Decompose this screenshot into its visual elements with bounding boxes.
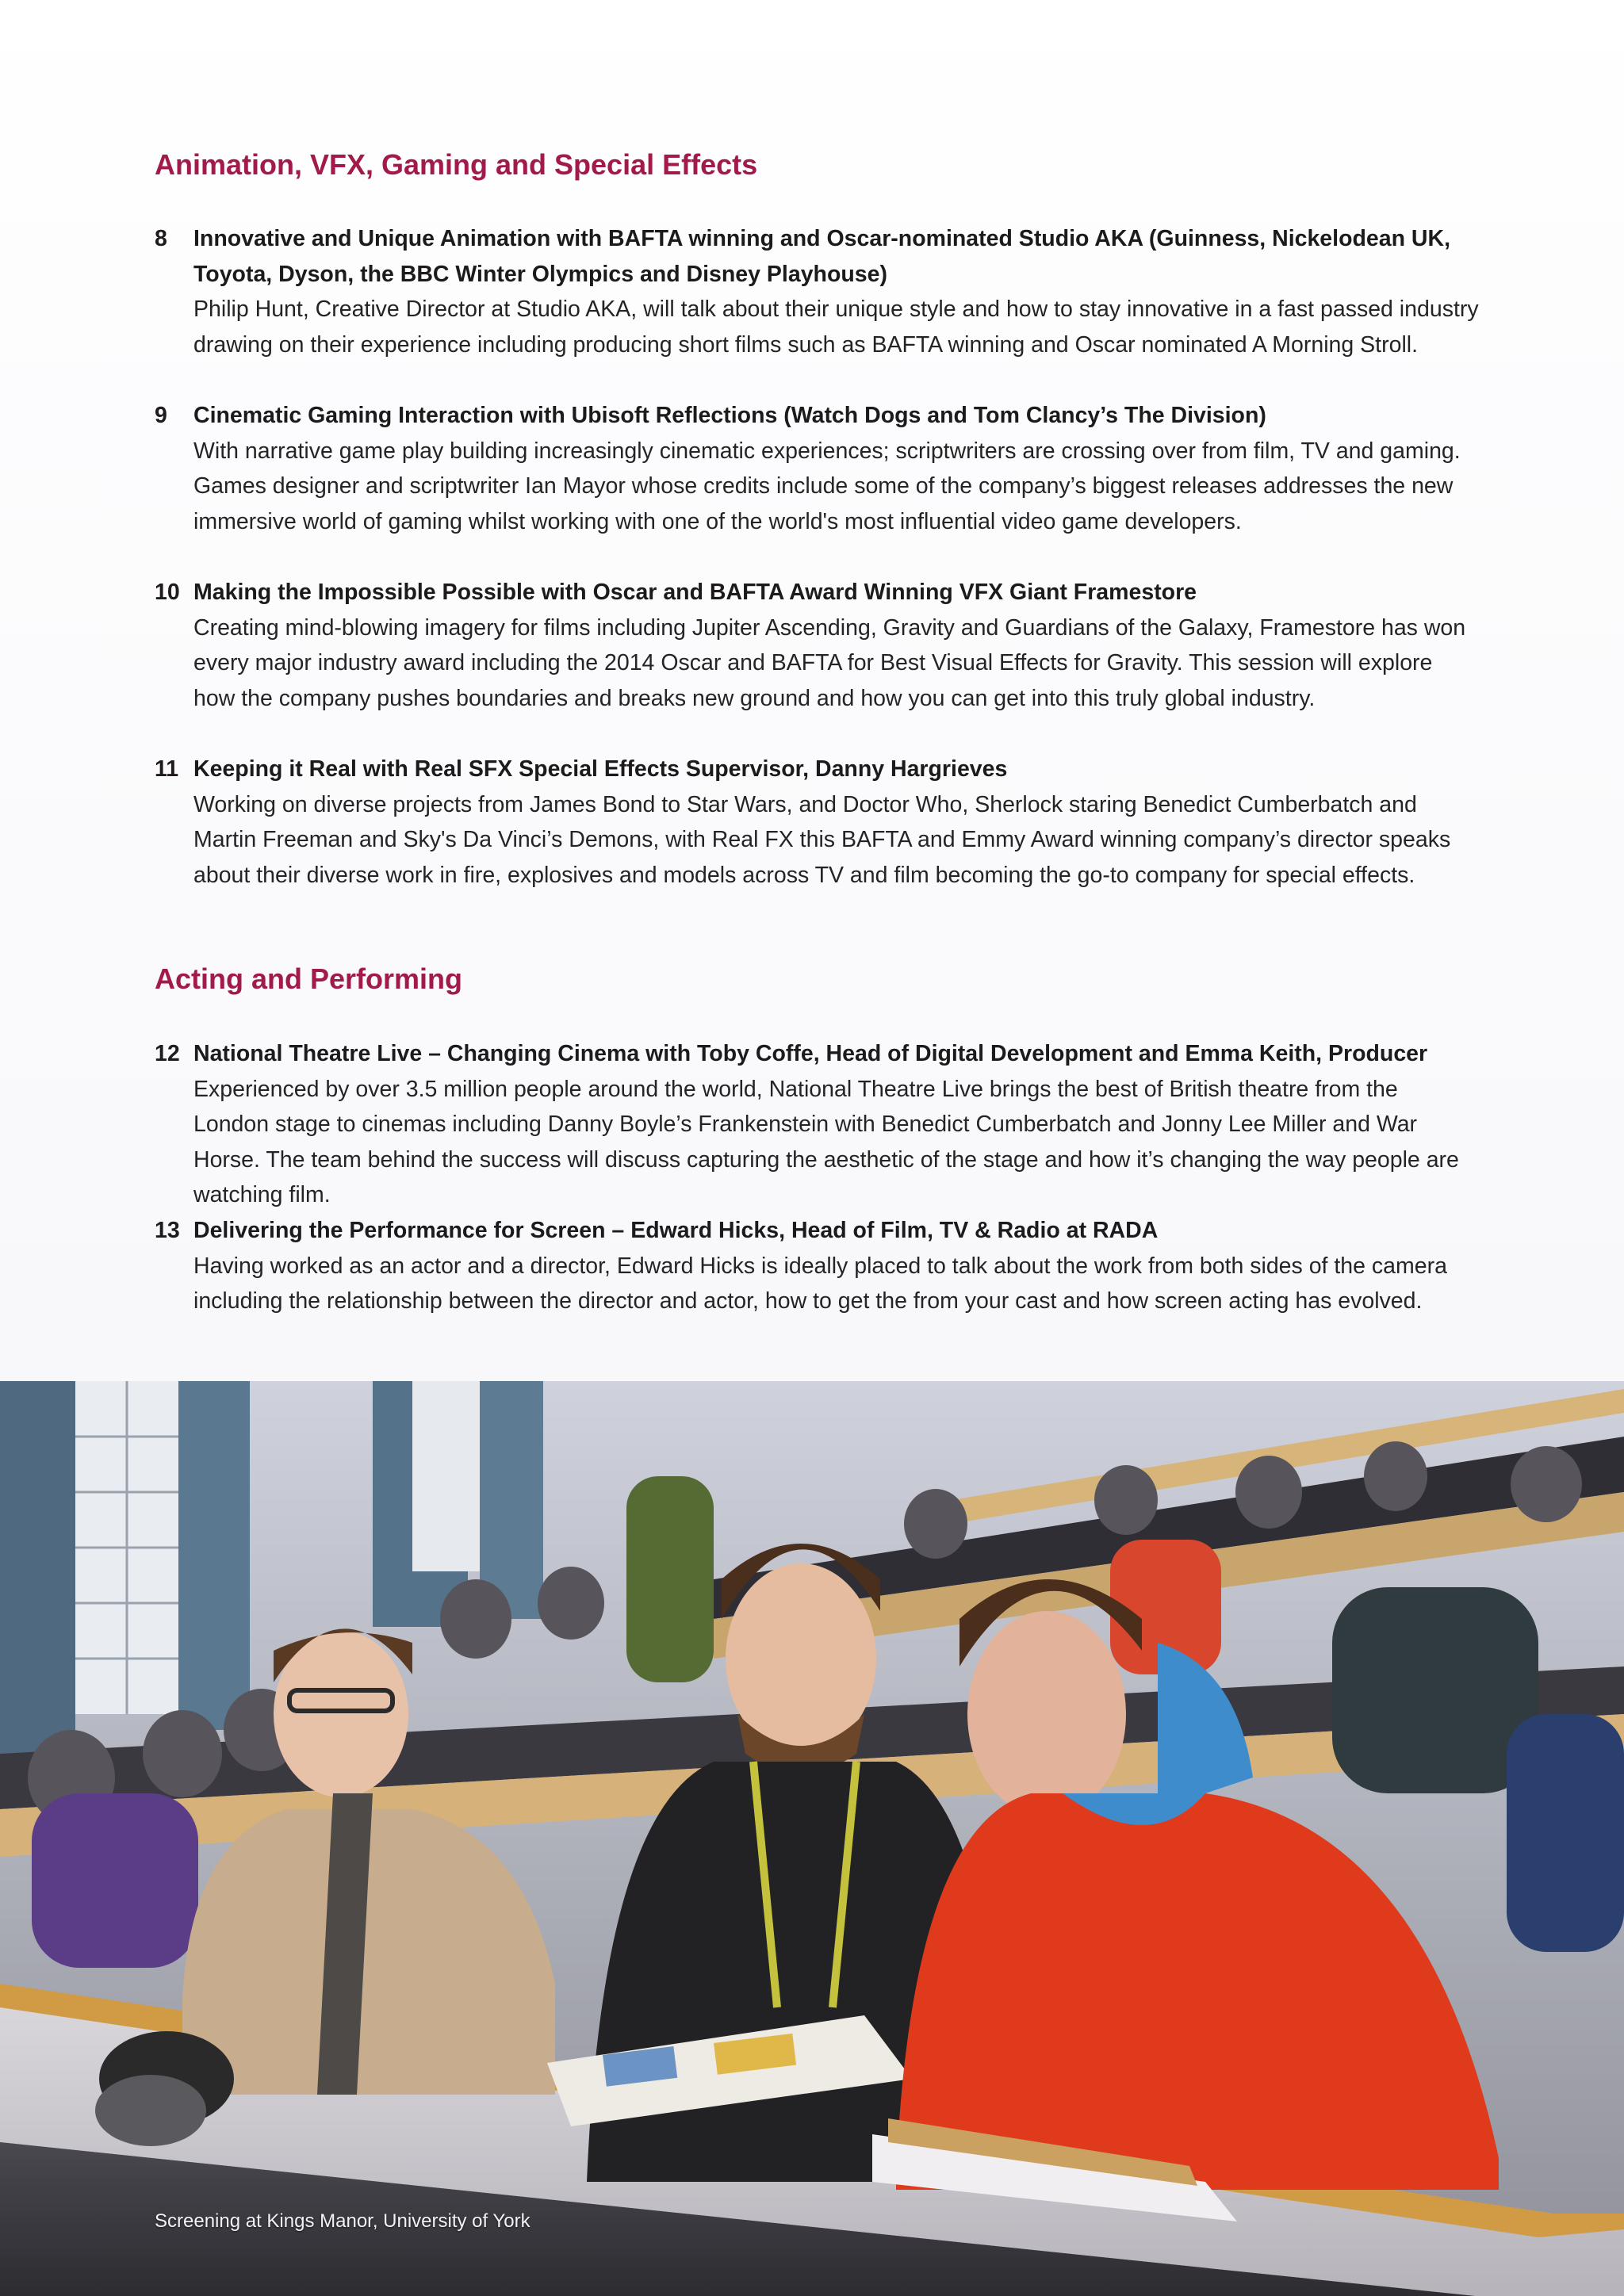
session-title: Making the Impossible Possible with Oscar and BAFTA Award Winning VFX Giant Framestore — [193, 580, 1197, 605]
session-description: Working on diverse projects from James Bond to Star Wars, and Doctor Who, Sherlock staring Benedict Cumberbatch and Martin Freeman and Sky's Da Vinci’s Demons, with Real FX this BAFTA and Emmy Award winning company’s director speaks about their diverse work in fire, explosives and models across TV and film becoming the go-to company for special effects. — [193, 791, 1451, 888]
session-title: Cinematic Gaming Interaction with Ubisoft Reflections (Watch Dogs and Tom Clancy’s The Division) — [193, 403, 1266, 428]
session-description: With narrative game play building increasingly cinematic experiences; scriptwriters are crossing over from film, TV and gaming. Games designer and scriptwriter Ian Mayor whose credits include some of the company’s biggest releases addresses the new immersive world of gaming whilst working with one of the world's most influential video game developers. — [193, 438, 1461, 534]
photo-caption: Screening at Kings Manor, University of York — [155, 2210, 530, 2232]
session-9 — [155, 398, 1479, 539]
session-11 — [155, 752, 1479, 893]
session-number: 11 — [155, 756, 179, 782]
session-10 — [155, 575, 1479, 716]
session-description: Philip Hunt, Creative Director at Studio AKA, will talk about their unique style and how to stay innovative in a fast passed industry drawing on their experience including producing short films such as BAFTA winning and Oscar nominated A Morning Stroll. — [193, 297, 1479, 358]
session-number: 12 — [155, 1041, 180, 1066]
session-number: 10 — [155, 580, 180, 605]
session-number: 13 — [155, 1218, 180, 1243]
session-title: National Theatre Live – Changing Cinema with Toby Coffe, Head of Digital Development and Emma Keith, Producer — [193, 1041, 1428, 1066]
section-heading-animation: Animation, VFX, Gaming and Special Effects — [155, 148, 758, 181]
session-description: Experienced by over 3.5 million people around the world, National Theatre Live brings the best of British theatre from the London stage to cinemas including Danny Boyle’s Frankenstein with Benedict Cumberbatch and Jonny Lee Miller and War Horse. The team behind the success will discuss capturing the aesthetic of the stage and how it’s changing the way people are watching film. — [193, 1076, 1459, 1207]
session-13 — [155, 1213, 1479, 1319]
section-heading-acting: Acting and Performing — [155, 962, 463, 995]
lecture-hall-photo — [0, 1381, 1624, 2296]
session-description: Having worked as an actor and a director, Edward Hicks is ideally placed to talk about the work from both sides of the camera including the relationship between the director and actor, how to get the from your cast and how screen acting has evolved. — [193, 1253, 1447, 1314]
session-title: Keeping it Real with Real SFX Special Effects Supervisor, Danny Hargrieves — [193, 756, 1008, 782]
session-12 — [155, 1036, 1479, 1213]
session-title: Innovative and Unique Animation with BAFTA winning and Oscar-nominated Studio AKA (Guinness, Nickelodean UK, Toyota, Dyson, the BBC Winter Olympics and Disney Playhouse) — [193, 226, 1451, 287]
session-number: 9 — [155, 403, 167, 428]
session-title: Delivering the Performance for Screen – Edward Hicks, Head of Film, TV & Radio at RADA — [193, 1218, 1159, 1243]
session-description: Creating mind-blowing imagery for films including Jupiter Ascending, Gravity and Guardians of the Galaxy, Framestore has won every major industry award including the 2014 Oscar and BAFTA for Best Visual Effects for Gravity. This session will explore how the company pushes boundaries and breaks new ground and how you can get into this truly global industry. — [193, 614, 1466, 711]
session-8 — [155, 221, 1479, 362]
session-number: 8 — [155, 226, 167, 251]
